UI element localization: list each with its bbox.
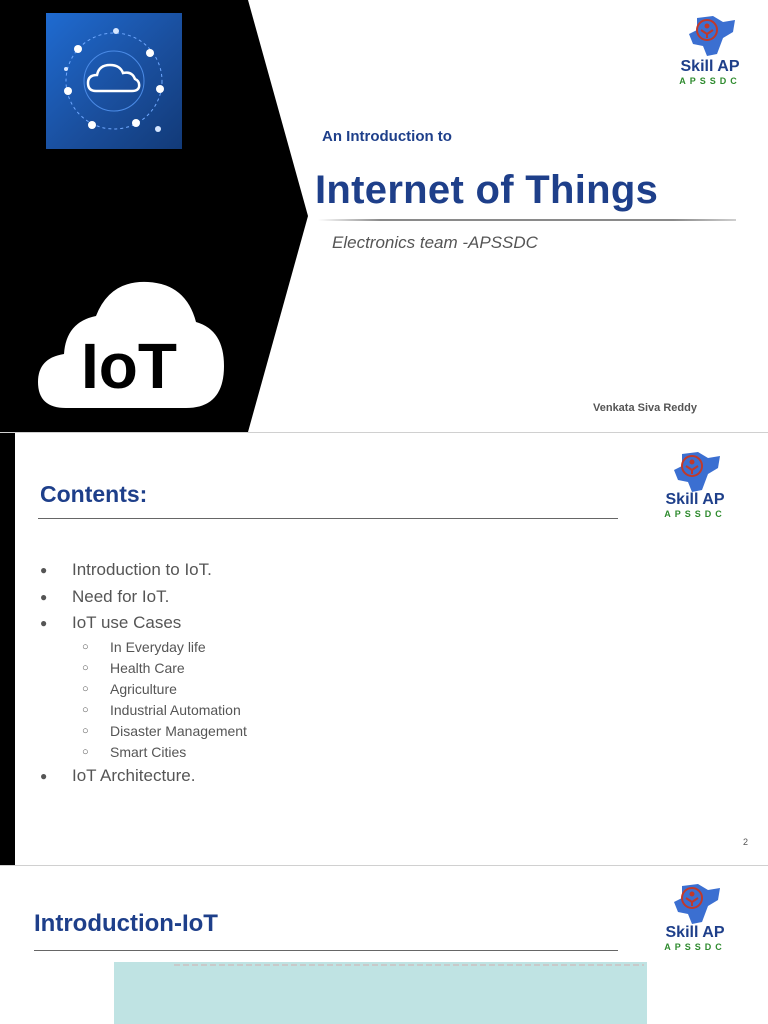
logo-subtitle: APSSDC bbox=[679, 76, 741, 86]
ap-map-logo-icon bbox=[668, 450, 722, 494]
cloud-icon bbox=[46, 13, 182, 149]
introduction-underline bbox=[34, 950, 618, 951]
slide-subtitle: An Introduction to bbox=[322, 128, 452, 145]
team-name: Electronics team -APSSDC bbox=[332, 233, 538, 252]
logo-subtitle: APSSDC bbox=[664, 509, 726, 519]
sub-list-item: ○ Health Care bbox=[72, 658, 247, 679]
list-item: ● Need for IoT. bbox=[40, 584, 247, 611]
contents-underline bbox=[38, 518, 618, 519]
sub-list-item: ○ Industrial Automation bbox=[72, 700, 247, 721]
sub-list-item: ○ Disaster Management bbox=[72, 721, 247, 742]
black-side-strip bbox=[0, 433, 15, 865]
logo-name: Skill AP bbox=[665, 924, 725, 941]
title-underline bbox=[318, 219, 736, 221]
author-name: Venkata Siva Reddy bbox=[593, 402, 697, 414]
skill-ap-logo bbox=[650, 882, 740, 962]
introduction-slide bbox=[0, 866, 768, 1024]
contents-heading: Contents: bbox=[40, 481, 148, 507]
cloud-network-image bbox=[46, 13, 182, 149]
list-item: ● IoT use Cases ○ In Everyday life ○ Health Care ○ Agriculture ○ Industrial Automation ○ Disaster Management ○ Smart Cities bbox=[40, 610, 247, 763]
ap-map-logo-icon bbox=[668, 882, 722, 926]
title-slide bbox=[0, 0, 768, 432]
logo-subtitle: APSSDC bbox=[664, 942, 726, 952]
content-box bbox=[114, 962, 647, 1024]
contents-list bbox=[40, 557, 247, 789]
page-number: 2 bbox=[743, 837, 749, 847]
faded-text-line bbox=[174, 964, 644, 966]
sub-list-item: ○ In Everyday life bbox=[72, 637, 247, 658]
iot-badge-text: IoT bbox=[81, 330, 177, 402]
logo-name: Skill AP bbox=[665, 491, 725, 508]
ap-map-logo-icon bbox=[683, 14, 737, 58]
list-item: ● IoT Architecture. bbox=[40, 763, 247, 790]
sub-list-item: ○ Smart Cities bbox=[72, 742, 247, 763]
list-item: ● Introduction to IoT. bbox=[40, 557, 247, 584]
use-cases-sublist bbox=[72, 637, 247, 763]
skill-ap-logo bbox=[665, 14, 755, 94]
logo-name: Skill AP bbox=[680, 58, 740, 75]
iot-cloud-icon bbox=[36, 278, 226, 410]
sub-list-item: ○ Agriculture bbox=[72, 679, 247, 700]
contents-slide bbox=[0, 433, 768, 865]
slide-title: Internet of Things bbox=[315, 168, 659, 212]
skill-ap-logo bbox=[650, 450, 740, 530]
introduction-heading: Introduction-IoT bbox=[34, 910, 218, 937]
